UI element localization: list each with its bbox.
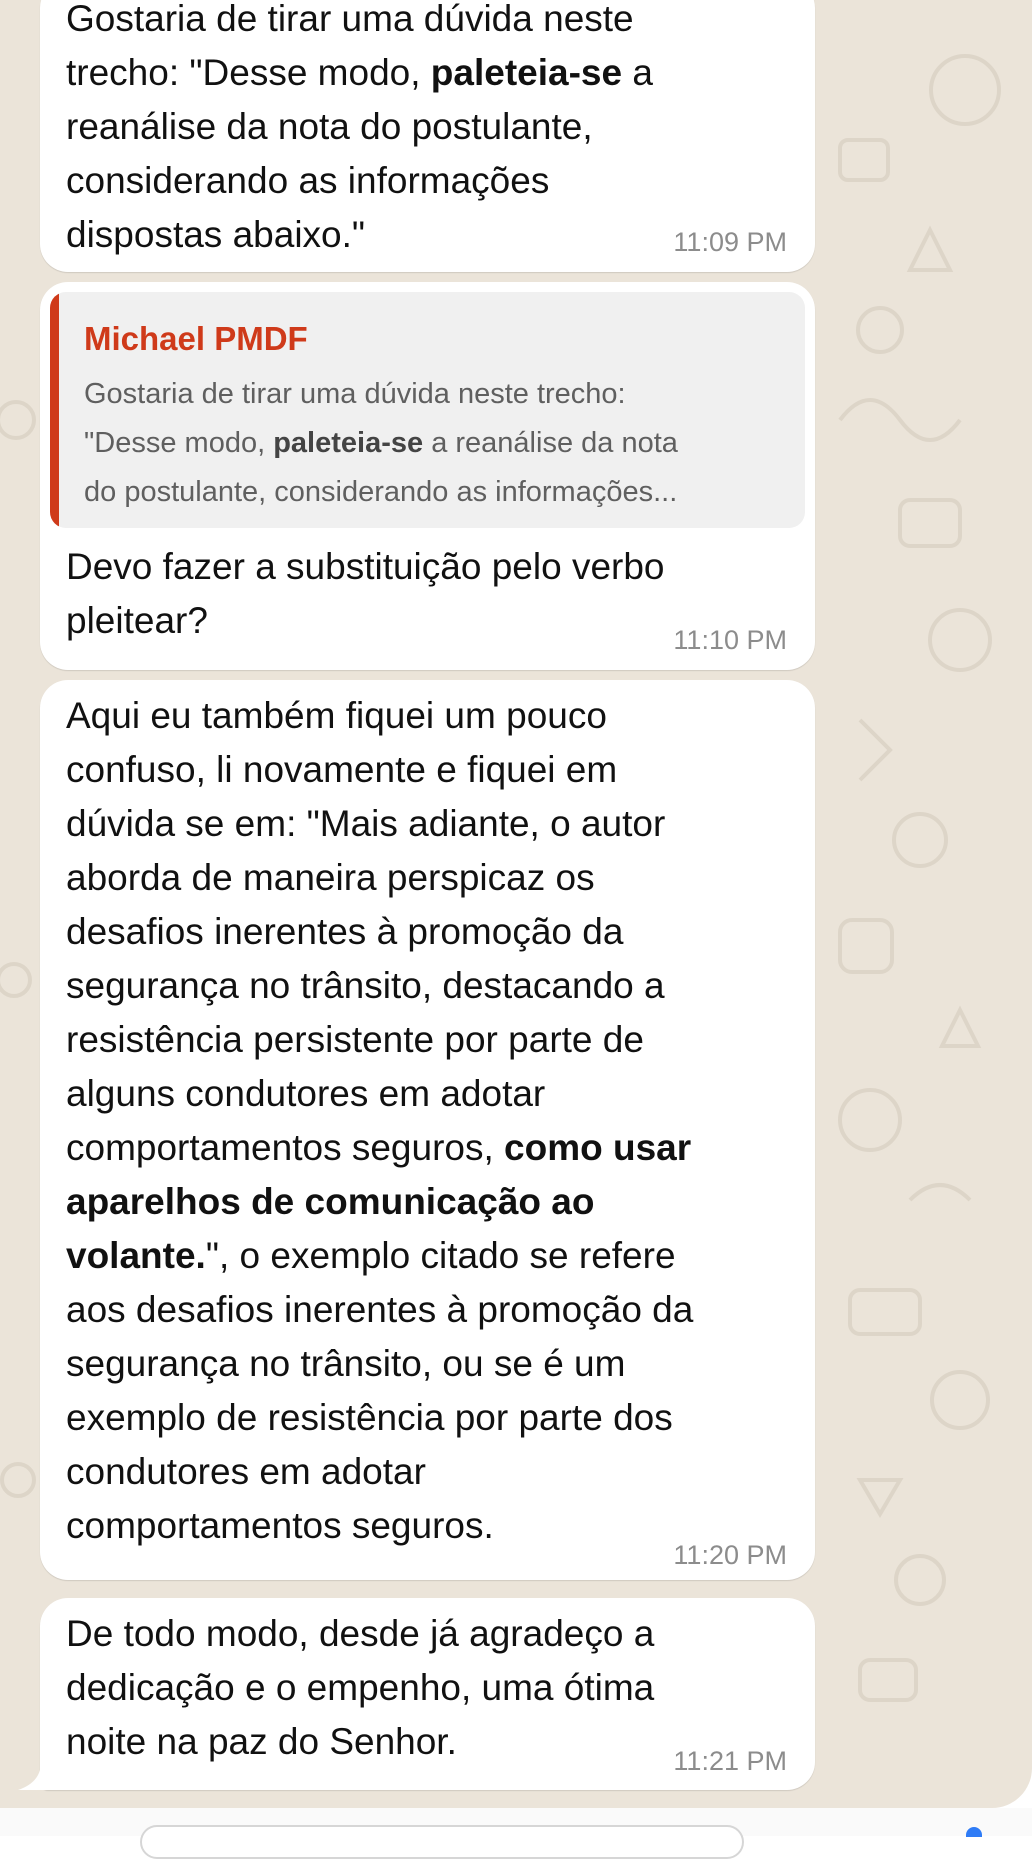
message-text: Aqui eu também fiquei um pouco confuso, li novamente e fiquei em dúvida se em: "Mais adiante, o autor aborda de maneira perspicaz os desafios inerentes à promoção da segurança no trânsito, destacando a resistência persistente por parte de alguns condutores em adotar comportamentos seguros, como usar aparelhos de comunicação ao volante.", o exemplo citado se refere aos desafios inerentes à promoção da segurança no trânsito, ou se é um exemplo de resistência por parte dos condutores em adotar comportamentos seguros. <box>66 695 694 1546</box>
message-bubble[interactable] <box>40 1598 815 1790</box>
message-text: De todo modo, desde já agradeço a dedicação e o empenho, uma ótima noite na paz do Senhor. <box>66 1613 655 1762</box>
message-timestamp: 11:20 PM <box>673 1540 787 1570</box>
message-bubble[interactable] <box>40 282 815 670</box>
message-text: Gostaria de tirar uma dúvida neste trecho: "Desse modo, paleteia-se a reanálise da nota do postulante, considerando as informações dispostas abaixo." <box>66 0 653 255</box>
message-timestamp: 11:10 PM <box>673 625 787 655</box>
quoted-message[interactable] <box>50 292 805 528</box>
quote-accent-bar <box>50 292 59 528</box>
quoted-author: Michael PMDF <box>84 320 308 357</box>
message-timestamp: 11:21 PM <box>673 1746 787 1776</box>
message-bubble[interactable] <box>40 0 815 272</box>
bubble-tail-icon <box>18 1770 48 1792</box>
message-input[interactable] <box>140 1825 744 1859</box>
message-bubble[interactable] <box>40 680 815 1580</box>
quoted-text: Gostaria de tirar uma dúvida neste trecho: "Desse modo, paleteia-se a reanálise da nota do postulante, considerando as informações... <box>84 378 678 508</box>
message-timestamp: 11:09 PM <box>673 227 787 257</box>
message-text: Devo fazer a substituição pelo verbo pleitear? <box>66 546 665 641</box>
